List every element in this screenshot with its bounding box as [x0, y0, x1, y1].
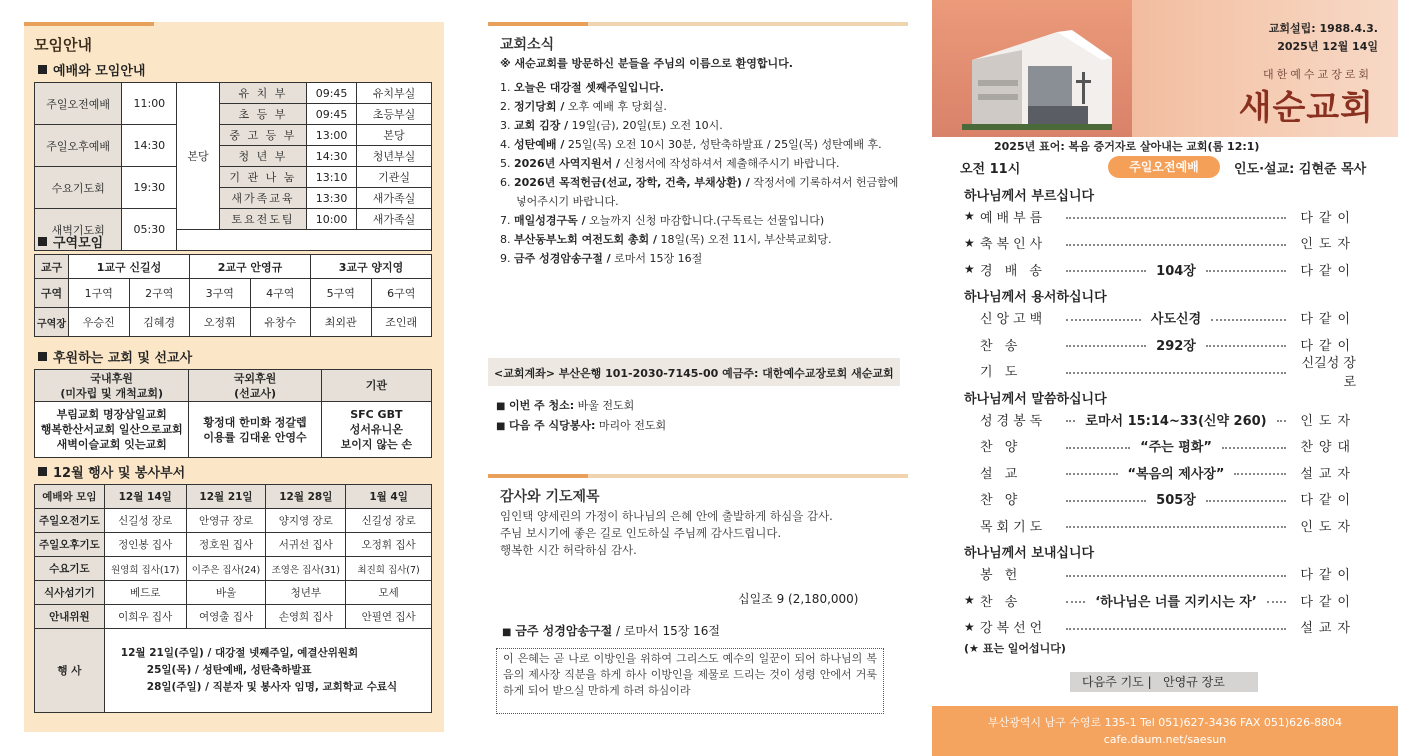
- event-cell: 서귀선 집사: [266, 533, 346, 557]
- event-cell: 이희우 집사: [104, 605, 186, 629]
- left-panel: [24, 22, 444, 732]
- leader-dots: [1277, 420, 1286, 422]
- event-cell: 베드로: [104, 581, 186, 605]
- order-item-person: 다같이: [1300, 263, 1357, 279]
- district-table: [34, 254, 432, 337]
- worship-name: 수요기도회: [35, 167, 122, 209]
- verse-box: 이 은혜는 곧 나로 이방인을 위하여 그리스도 예수의 일꾼이 되어 하나님의 복음의 제사장 직분을 하게 하사 이방인을 제물로 드리는 것이 성령 안에서 거룩하게 되어 받으실 만하게 하려 하심이라: [496, 648, 884, 714]
- order-item-name: 봉 헌: [980, 568, 1022, 583]
- worship-name: 주일오전예배: [35, 83, 122, 125]
- leader-dots: [1206, 345, 1286, 347]
- right-panel: [930, 0, 1403, 756]
- event-cell: 조영은 집사(31): [266, 557, 346, 581]
- dept-time: 13:10: [307, 167, 357, 188]
- tithe-text: 십일조 9 (2,180,000): [738, 592, 859, 606]
- standup-note: (★ 표는 일어섭니다): [964, 642, 1066, 655]
- order-item: [964, 206, 1356, 226]
- order-item-person: 다같이: [1300, 594, 1356, 610]
- order-section-heading: 하나님께서 말씀하십니다: [964, 391, 1107, 407]
- thanks-item: 주님 보시기에 좋은 길로 인도하실 주님께 감사드립니다.: [500, 526, 782, 540]
- leader-dots: [1066, 628, 1286, 630]
- dept-place: 본당: [357, 125, 432, 146]
- event-cell: 정호원 집사: [186, 533, 266, 557]
- meal-item: ■ 다음 주 식당봉사: 마리아 전도회: [496, 419, 667, 432]
- order-item-detail: 로마서 15:14~33(신약 260): [1085, 413, 1267, 429]
- order-item-name: 성경봉독: [980, 413, 1047, 429]
- event-cell: 신길성 장로: [346, 509, 432, 533]
- order-item-name: 예배부름: [980, 210, 1047, 226]
- dept-name: 기 관 나 눔: [219, 167, 306, 188]
- order-item: [964, 617, 1356, 637]
- dept-time: 10:00: [307, 209, 357, 230]
- event-cell: 신길성 장로: [104, 509, 186, 533]
- event-row-label: 주일오전기도: [35, 509, 105, 533]
- service-list: [496, 396, 666, 436]
- accent-bar: [488, 22, 908, 26]
- order-item-detail: 104장: [1156, 263, 1196, 279]
- event-row-label: 수요기도: [35, 557, 105, 581]
- leader-cell: 최외관: [311, 308, 372, 337]
- news-item: 8. 부산동부노회 여전도회 총회 / 18일(목) 오전 11시, 부산북교회당.: [500, 233, 832, 246]
- leader-dots: [1066, 244, 1286, 246]
- dept-place: 새가족실: [357, 188, 432, 209]
- stand-star-icon: ★: [964, 235, 975, 250]
- order-item-name: 설 교: [980, 466, 1022, 482]
- order-item-person: 다같이: [1300, 312, 1357, 327]
- event-cell: 여영출 집사: [186, 605, 266, 629]
- news-item: 2. 정기당회 / 오후 예배 후 당회실.: [500, 100, 667, 113]
- event-date: 12월 21일: [186, 485, 266, 509]
- event-row-label: 식사섬기기: [35, 581, 105, 605]
- event-row-label: 주일오후기도: [35, 533, 105, 557]
- event-date: 12월 28일: [266, 485, 346, 509]
- order-item-name: 신앙고백: [980, 312, 1047, 327]
- dept-place: 유치부실: [357, 83, 432, 104]
- support-header: 기관: [321, 370, 431, 402]
- dept-place: 초등부실: [357, 104, 432, 125]
- church-building-icon: [962, 20, 1112, 130]
- service-badge: 주일오전예배: [1108, 156, 1220, 178]
- support-header: 국외후원 (선교사): [189, 370, 321, 402]
- order-item-name: 찬 양: [980, 440, 1022, 455]
- stand-star-icon: ★: [964, 619, 975, 634]
- worship-heading: 예배와 모임안내: [38, 60, 145, 79]
- event-date: 1월 4일: [346, 485, 432, 509]
- order-item-person: 다같이: [1300, 338, 1357, 354]
- event-cell: 안필연 집사: [346, 605, 432, 629]
- order-item-person: 인도자: [1300, 413, 1357, 429]
- leader-dots: [1222, 447, 1286, 449]
- event-cell: 손영희 집사: [266, 605, 346, 629]
- order-item-person: 인도자: [1300, 519, 1356, 535]
- news-item: 4. 성탄예배 / 25일(목) 오전 10시 30분, 성탄축하발표 / 25일(목) 성탄예배 후.: [500, 138, 882, 151]
- address: 부산광역시 남구 수영로 135-1 Tel 051)627-3436 FAX 051)626-8804: [987, 716, 1343, 729]
- order-item: [964, 308, 1356, 328]
- news-item: 5. 2026년 사역지원서 / 신청서에 작성하셔서 제출해주시기 바랍니다.: [500, 157, 840, 170]
- order-item-detail: 사도신경: [1150, 312, 1202, 327]
- stand-star-icon: ★: [964, 593, 975, 607]
- denomination: 대한예수교장로회: [1262, 68, 1372, 81]
- service-leader: 인도·설교: 김현준 목사: [1234, 162, 1367, 177]
- accent-bar: [488, 474, 908, 478]
- order-item-detail: “복음의 제사장”: [1127, 466, 1225, 482]
- order-item: [964, 409, 1356, 429]
- event-cell: 정인봉 집사: [104, 533, 186, 557]
- dept-time: 13:30: [307, 188, 357, 209]
- worship-name: 주일오후예배: [35, 125, 122, 167]
- order-item: [964, 436, 1356, 456]
- events-corner: 예배와 모임: [35, 485, 105, 509]
- event-cell: 청년부: [266, 581, 346, 605]
- dept-name: 청 년 부: [219, 146, 306, 167]
- event-row-label: 안내위원: [35, 605, 105, 629]
- news-item: 7. 매일성경구독 / 오늘까지 신청 마감합니다.(구독료는 선물입니다): [500, 214, 825, 227]
- support-table: [34, 369, 432, 458]
- worship-table: [34, 82, 432, 251]
- dept-time: 14:30: [307, 146, 357, 167]
- left-title: 모임안내: [34, 36, 92, 54]
- leader-cell: 김혜경: [129, 308, 190, 337]
- leader-cell: 오정휘: [190, 308, 251, 337]
- leader-cell: 우승진: [69, 308, 130, 337]
- event-cell: 이주은 집사(24): [186, 557, 266, 581]
- news-list: [500, 78, 900, 268]
- leader-dots: [1066, 447, 1130, 449]
- est-date: 교회설립: 1988.4.3.: [1268, 22, 1378, 35]
- support-domestic: 부림교회 명장삼일교회 행복한산서교회 일산으로교회 새벽이슬교회 잇는교회: [35, 402, 189, 458]
- leader-cell: 유창수: [250, 308, 311, 337]
- leader-dots: [1066, 420, 1075, 422]
- leader-dots: [1206, 270, 1286, 272]
- order-item-person: 다같이: [1300, 568, 1356, 583]
- order-section-heading: 하나님께서 보내십니다: [964, 546, 1095, 561]
- bulletin-date: 2025년 12월 14일: [1277, 40, 1378, 53]
- verse-heading: ■ 금주 성경암송구절 / 로마서 15장 16절: [502, 624, 721, 638]
- worship-time: 05:30: [122, 209, 177, 251]
- order-item-detail: 505장: [1156, 493, 1196, 508]
- dept-name: 유 치 부: [219, 83, 306, 104]
- yearly-motto: 2025년 표어: 복음 증거자로 살아내는 교회(롬 12:1): [994, 140, 1260, 153]
- order-item-name: 목회기도: [980, 519, 1047, 535]
- dept-time: 09:45: [307, 83, 357, 104]
- leader-dots: [1206, 500, 1286, 502]
- order-item-detail: “주는 평화”: [1140, 440, 1212, 455]
- district-heading: 구역모임: [38, 232, 103, 251]
- service-time: 오전 11시: [960, 162, 1021, 177]
- dept-name: 새가족교육: [219, 188, 306, 209]
- support-heading: 후원하는 교회 및 선교사: [38, 347, 192, 366]
- order-item-name: 찬 송: [980, 338, 1022, 354]
- haengsa-label: 행 사: [35, 629, 105, 713]
- leader-dots: [1066, 345, 1146, 347]
- leader-dots: [1234, 473, 1286, 475]
- next-prayer: 다음주 기도 | 안영규 장로: [1070, 672, 1258, 692]
- stand-star-icon: ★: [964, 209, 975, 223]
- leader-dots: [1066, 526, 1286, 528]
- guyeok-cell: 4구역: [250, 279, 311, 308]
- order-item: [964, 489, 1356, 509]
- news-item: 9. 금주 성경암송구절 / 로마서 15장 16절: [500, 252, 703, 265]
- order-item: [964, 564, 1356, 584]
- order-item-person: 인도자: [1300, 237, 1356, 252]
- thanks-list: [500, 508, 833, 559]
- order-section-heading: 하나님께서 용서하십니다: [964, 290, 1107, 305]
- news-title: 교회소식: [500, 37, 555, 53]
- event-cell: 모세: [346, 581, 432, 605]
- cleaning-item: ■ 이번 주 청소: 바울 전도회: [496, 399, 635, 412]
- cafe-link: cafe.daum.net/saesun: [1103, 733, 1227, 746]
- event-cell: 양지영 장로: [266, 509, 346, 533]
- leader-dots: [1066, 575, 1286, 577]
- account-info: <교회계좌> 부산은행 101-2030-7145-00 예금주: 대한예수교장로회 새순교회: [488, 358, 900, 386]
- stand-star-icon: ★: [964, 262, 975, 276]
- support-header: 국내후원 (미자립 및 개척교회): [35, 370, 189, 402]
- thanks-item: 행복한 시간 허락하심 감사.: [500, 543, 637, 557]
- dept-time: 13:00: [307, 125, 357, 146]
- worship-time: 19:30: [122, 167, 177, 209]
- worship-time: 11:00: [122, 83, 177, 125]
- order-item-person: 설교자: [1300, 621, 1356, 636]
- events-heading: 12월 행사 및 봉사부서: [38, 462, 185, 481]
- order-item-name: 찬 양: [980, 493, 1022, 508]
- order-item-person: 다같이: [1300, 493, 1357, 508]
- order-item-name: 기 도: [980, 365, 1022, 380]
- accent-bar: [24, 22, 154, 26]
- empty-cell: [177, 230, 432, 251]
- event-date: 12월 14일: [104, 485, 186, 509]
- event-cell: 바울: [186, 581, 266, 605]
- leader-dots: [1066, 270, 1146, 272]
- thanks-title: 감사와 기도제목: [500, 489, 600, 505]
- district-label: 구역: [35, 279, 69, 308]
- event-cell: 오정휘 집사: [346, 533, 432, 557]
- order-item: [964, 590, 1356, 610]
- order-item-person: 찬양대: [1300, 440, 1357, 455]
- order-item-name: 강복선언: [980, 621, 1047, 636]
- guyeok-cell: 3구역: [190, 279, 251, 308]
- leader-dots: [1066, 217, 1286, 219]
- leader-dots: [1066, 473, 1118, 475]
- order-item-person: 설교자: [1300, 466, 1356, 482]
- order-section-heading: 하나님께서 부르십니다: [964, 188, 1095, 204]
- order-item-name: 찬 송: [980, 594, 1022, 610]
- footer-contact: [932, 706, 1398, 756]
- district-label: 구역장: [35, 308, 69, 337]
- news-item: 넣어주시기 바랍니다.: [516, 195, 619, 208]
- dept-time: 09:45: [307, 104, 357, 125]
- event-cell: 원영희 집사(17): [104, 557, 186, 581]
- leader-cell: 조인래: [371, 308, 432, 337]
- gyogu-cell: 2교구 안영규: [190, 255, 311, 279]
- news-item: 1. 오늘은 대강절 셋째주일입니다.: [500, 81, 664, 94]
- hero-banner: [932, 0, 1398, 137]
- bondang-cell: 본당: [177, 83, 219, 230]
- news-item: 3. 교회 김장 / 19일(금), 20일(토) 오전 10시.: [500, 119, 723, 132]
- events-table: [34, 484, 432, 713]
- leader-dots: [1066, 319, 1141, 321]
- gyogu-cell: 1교구 신길성: [69, 255, 190, 279]
- order-item: [964, 355, 1356, 390]
- haengsa-cell: 12월 21일(주일) / 대강절 넷째주일, 예결산위원회 25일(목) / 성탄예배, 성탄축하발표 28일(주일) / 직분자 및 봉사자 임명, 교회학교 수료식: [104, 629, 431, 713]
- order-item-detail: ‘하나님은 너를 지키시는 자’: [1095, 594, 1257, 610]
- church-name: 새순교회: [1238, 88, 1374, 128]
- leader-dots: [1066, 601, 1085, 603]
- guyeok-cell: 2구역: [129, 279, 190, 308]
- support-org: SFC GBT 성서유니온 보이지 않는 손: [321, 402, 431, 458]
- dept-place: 새가족실: [357, 209, 432, 230]
- district-label: 교구: [35, 255, 69, 279]
- event-cell: 안영규 장로: [186, 509, 266, 533]
- order-item-name: 경 배 송: [980, 263, 1046, 279]
- dept-name: 중 고 등 부: [219, 125, 306, 146]
- worship-time: 14:30: [122, 125, 177, 167]
- event-cell: 최진희 집사(7): [346, 557, 432, 581]
- gyogu-cell: 3교구 양지영: [311, 255, 432, 279]
- dept-name: 토요전도팀: [219, 209, 306, 230]
- support-missionary: 황정대 한미화 정갈렙 이용률 김대윤 안영수: [189, 402, 321, 458]
- establishment-info: [1269, 20, 1378, 56]
- guyeok-cell: 5구역: [311, 279, 372, 308]
- order-item: [964, 233, 1356, 253]
- dept-place: 기관실: [357, 167, 432, 188]
- guyeok-cell: 6구역: [371, 279, 432, 308]
- worship-name: 새벽기도회: [35, 209, 122, 251]
- order-item: [964, 515, 1356, 535]
- welcome-text: ※ 새순교회를 방문하신 분들을 주님의 이름으로 환영합니다.: [500, 57, 793, 70]
- order-item-name: 축복인사: [980, 237, 1047, 252]
- leader-dots: [1267, 601, 1286, 603]
- dept-name: 초 등 부: [219, 104, 306, 125]
- order-item-person: 신길성 장로: [1301, 355, 1356, 390]
- thanks-item: 임인택 양세린의 가정이 하나님의 은혜 안에 출발하게 하심을 감사.: [500, 509, 833, 523]
- order-item-person: 다같이: [1300, 210, 1356, 226]
- order-item-detail: 292장: [1156, 338, 1196, 354]
- order-item: [964, 462, 1356, 482]
- guyeok-cell: 1구역: [69, 279, 130, 308]
- leader-dots: [1211, 319, 1286, 321]
- order-item: [964, 259, 1356, 279]
- leader-dots: [1066, 372, 1286, 374]
- news-item: 6. 2026년 목적헌금(선교, 장학, 건축, 부채상환) / 작정서에 기록하셔서 헌금함에: [500, 176, 899, 189]
- leader-dots: [1066, 500, 1146, 502]
- dept-place: 청년부실: [357, 146, 432, 167]
